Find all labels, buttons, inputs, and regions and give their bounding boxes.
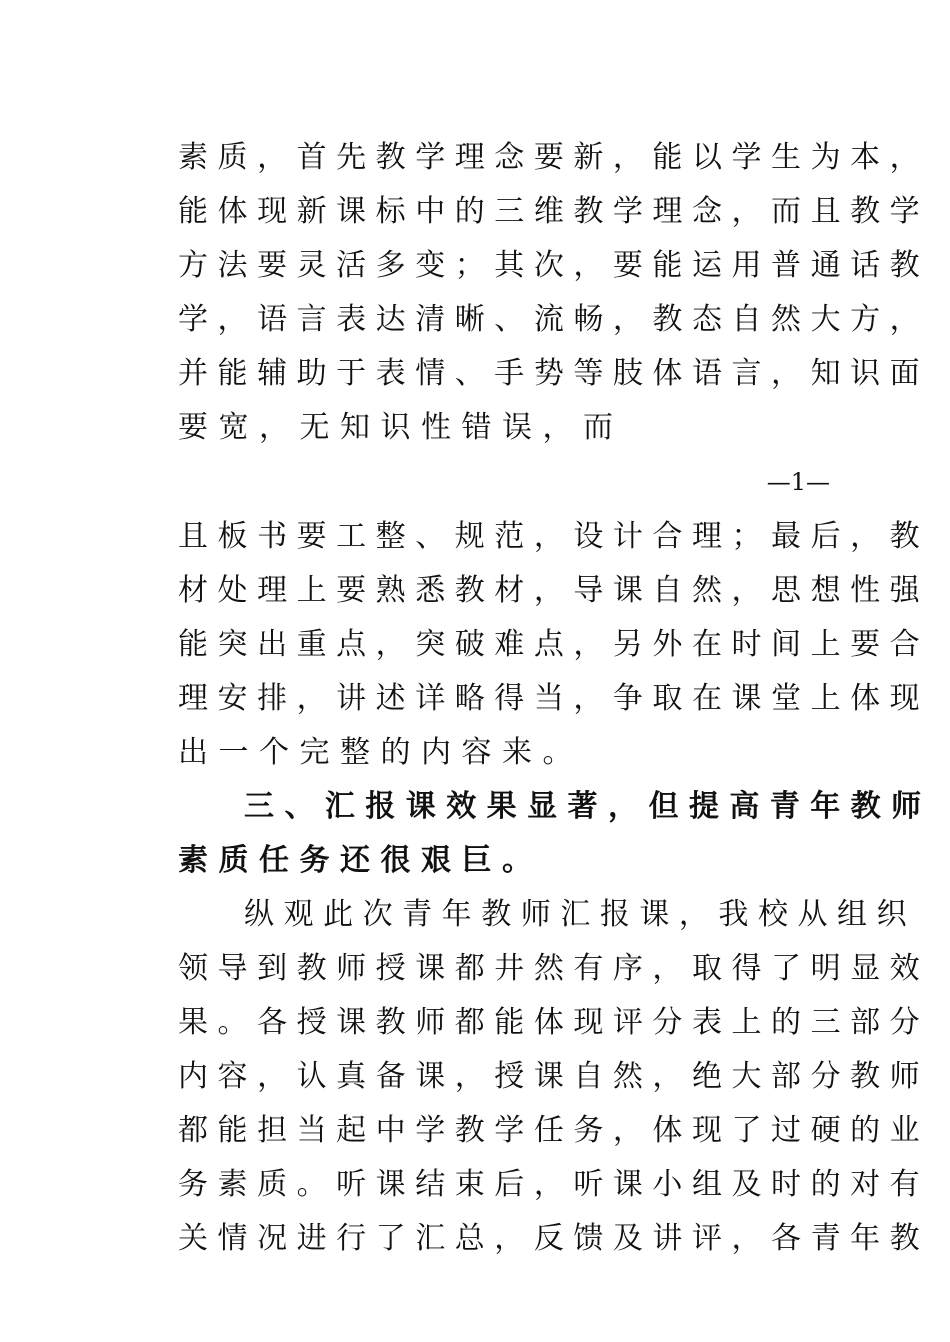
text-line: 果 。 各 授 课 教 师 都 能 体 现 评 分 表 上 的 三 部 分 [178, 1005, 920, 1040]
text-line: 内 容 ， 认 真 备 课 ， 授 课 自 然 ， 绝 大 部 分 教 师 [178, 1059, 920, 1094]
text-line: 纵 观 此 次 青 年 教 师 汇 报 课 ， 我 校 从 组 织 [244, 897, 907, 932]
second-paragraph [178, 510, 920, 780]
top-paragraph [178, 131, 920, 455]
text-line: 要宽，无知识性错误，而 [178, 410, 624, 445]
text-line: 领 导 到 教 师 授 课 都 井 然 有 序 ， 取 得 了 明 显 效 [178, 951, 920, 986]
text-line: 并 能 辅 助 于 表 情 、 手 势 等 肢 体 语 言 ， 知 识 面 [178, 356, 920, 391]
text-line: 素 质 ， 首 先 教 学 理 念 要 新 ， 能 以 学 生 为 本 ， [178, 140, 920, 175]
third-paragraph [178, 888, 920, 1266]
section-heading-line: 素质任务还很艰巨。 [178, 843, 543, 878]
text-line: 学 ， 语 言 表 达 清 晰 、 流 畅 ， 教 态 自 然 大 方 ， [178, 302, 920, 337]
text-line: 且 板 书 要 工 整 、 规 范 ， 设 计 合 理 ； 最 后 ， 教 [178, 519, 920, 554]
section-heading-line: 三 、 汇 报 课 效 果 显 著 ， 但 提 高 青 年 教 师 [244, 789, 922, 824]
text-line: 务 素 质 。 听 课 结 束 后 ， 听 课 小 组 及 时 的 对 有 [178, 1167, 920, 1202]
text-line: 关 情 况 进 行 了 汇 总 ， 反 馈 及 讲 评 ， 各 青 年 教 [178, 1221, 920, 1256]
text-line: 能 体 现 新 课 标 中 的 三 维 教 学 理 念 ， 而 且 教 学 [178, 194, 920, 229]
text-line: 理 安 排 ， 讲 述 详 略 得 当 ， 争 取 在 课 堂 上 体 现 [178, 681, 920, 716]
text-line: 能 突 出 重 点 ， 突 破 难 点 ， 另 外 在 时 间 上 要 合 [178, 627, 920, 662]
section-heading [178, 780, 922, 888]
page-number: —1— [766, 468, 830, 496]
text-line: 方 法 要 灵 活 多 变 ； 其 次 ， 要 能 运 用 普 通 话 教 [178, 248, 920, 283]
text-line: 出一个完整的内容来。 [178, 735, 583, 770]
text-line: 材 处 理 上 要 熟 悉 教 材 ， 导 课 自 然 ， 思 想 性 强 [178, 573, 920, 608]
text-line: 都 能 担 当 起 中 学 教 学 任 务 ， 体 现 了 过 硬 的 业 [178, 1113, 920, 1148]
